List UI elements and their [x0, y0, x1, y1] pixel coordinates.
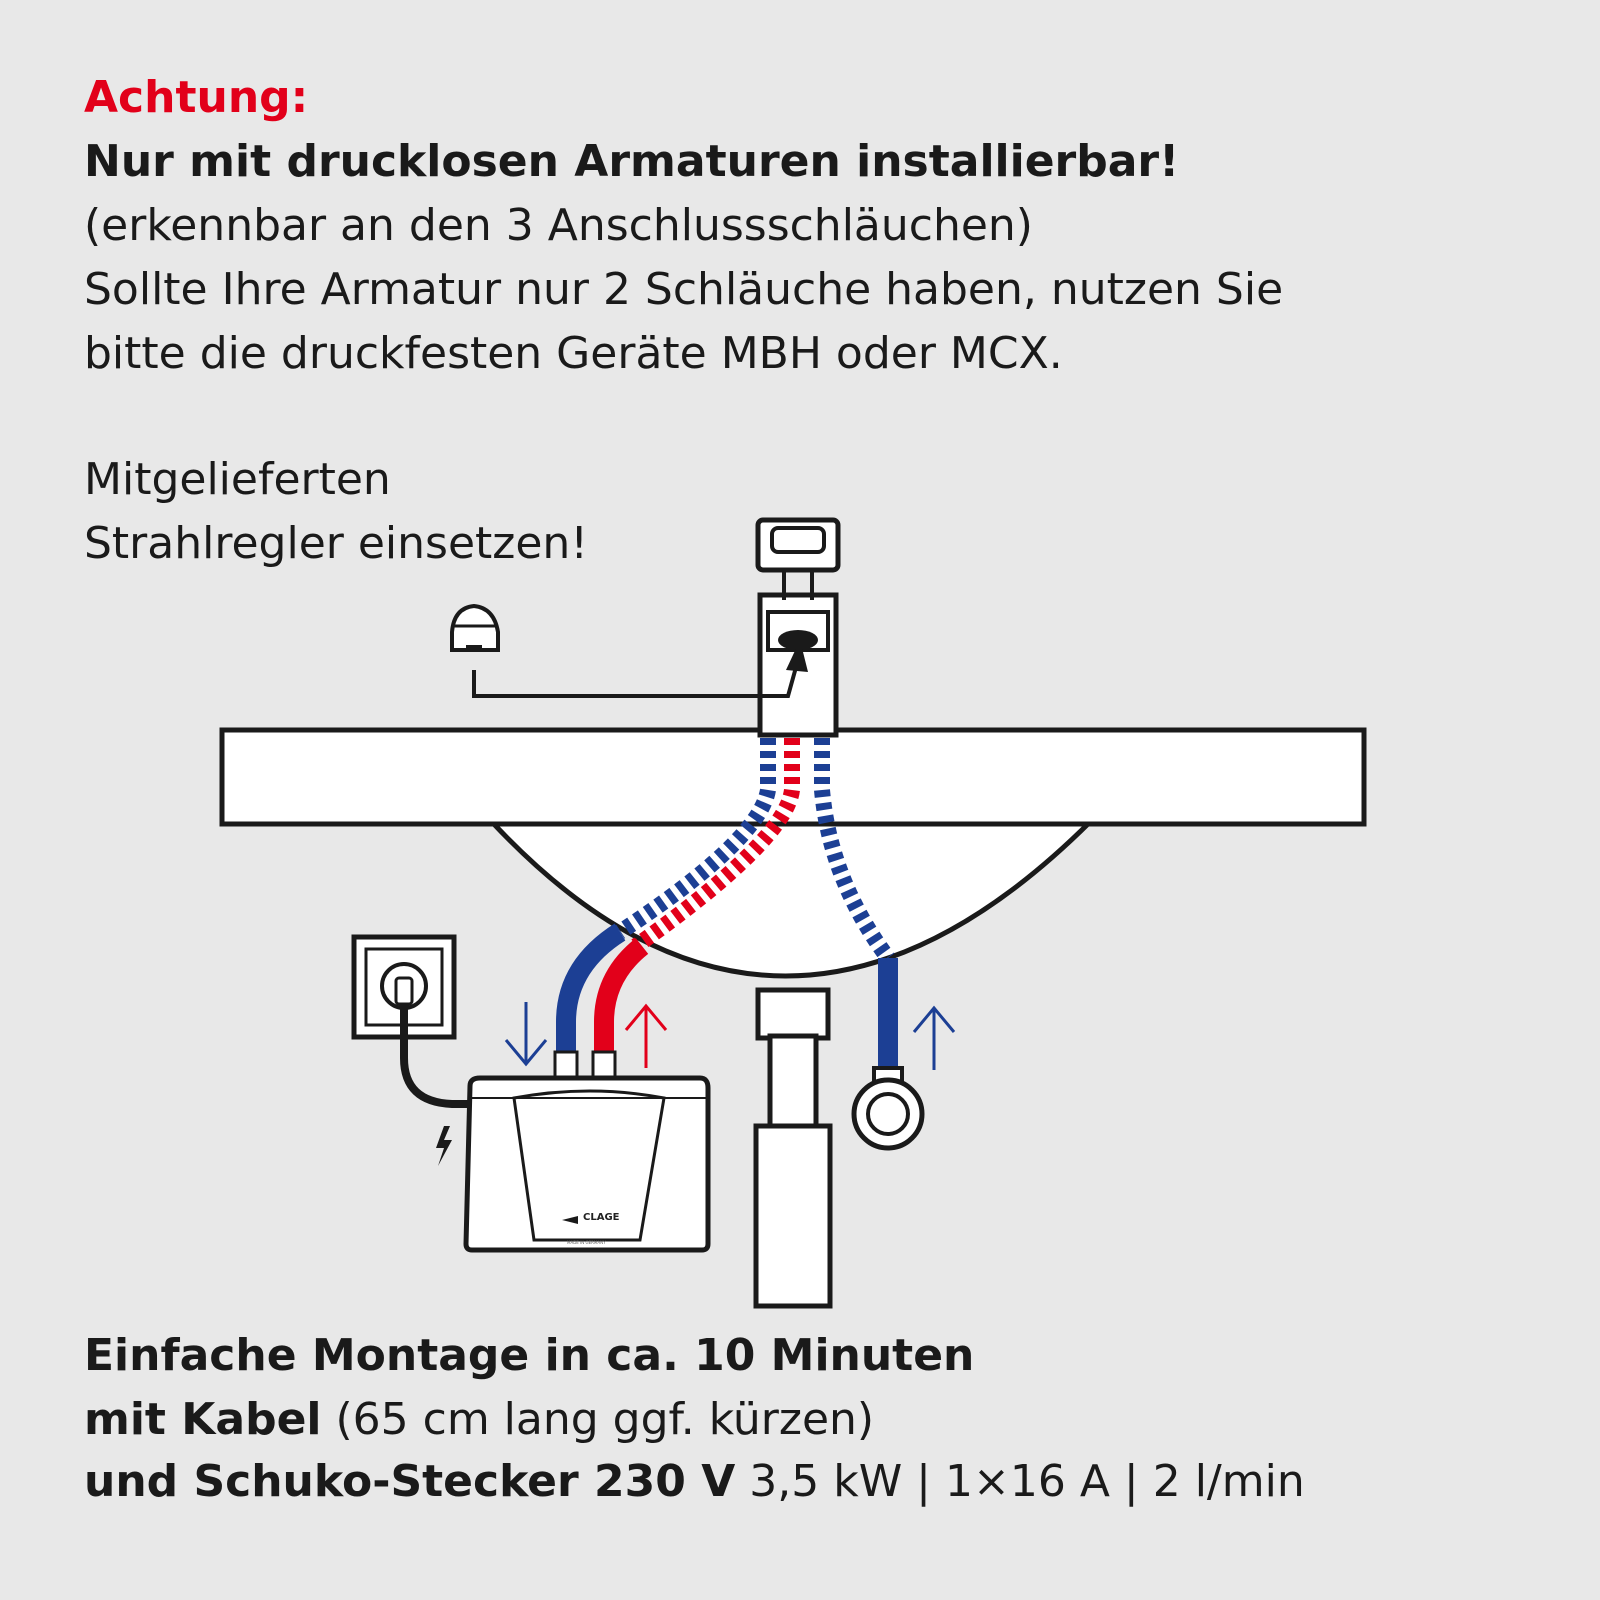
flow-arrow-up-blue-icon [914, 1008, 954, 1070]
footer-line-3 [84, 1456, 1305, 1507]
device-brand-label: CLAGE [583, 1212, 620, 1223]
flow-arrow-up-red-icon [626, 1006, 666, 1068]
water-heater-unit [466, 1078, 708, 1250]
fitting-right [593, 1052, 615, 1078]
warning-line-1: (erkennbar an den 3 Anschlussschläuchen) [84, 200, 1033, 251]
aerator-note-line-1: Mitgelieferten [84, 454, 391, 505]
footer-line-3-rest: 3,5 kW | 1×16 A | 2 l/min [735, 1456, 1305, 1507]
fitting-left [555, 1052, 577, 1078]
lightning-icon [436, 1126, 452, 1166]
hose-hot-out [604, 946, 642, 1052]
warning-headline: Nur mit drucklosen Armaturen installierbar! [84, 136, 1180, 187]
footer-line-1: Einfache Montage in ca. 10 Minuten [84, 1330, 975, 1381]
stop-valve-icon [854, 1068, 922, 1148]
footer-line-3-bold: und Schuko-Stecker 230 V [84, 1456, 736, 1507]
footer-line-2-bold: mit Kabel [84, 1394, 322, 1445]
footer-line-2-rest: (65 cm lang ggf. kürzen) [321, 1394, 875, 1445]
flow-arrow-down-icon [506, 1002, 546, 1064]
aerator-pointer-line [474, 660, 798, 696]
warning-line-3: bitte die druckfesten Geräte MBH oder MCX. [84, 328, 1063, 379]
aerator-icon [452, 606, 498, 650]
drain-pipe [756, 990, 830, 1306]
faucet [758, 520, 838, 735]
aerator-note-line-2: Strahlregler einsetzen! [84, 518, 588, 569]
device-made-in-label: MADE IN GERMANY [567, 1240, 606, 1245]
warning-heading: Achtung: [84, 72, 309, 123]
footer-line-2 [84, 1394, 874, 1445]
warning-line-2: Sollte Ihre Armatur nur 2 Schläuche haben, nutzen Sie [84, 264, 1284, 315]
